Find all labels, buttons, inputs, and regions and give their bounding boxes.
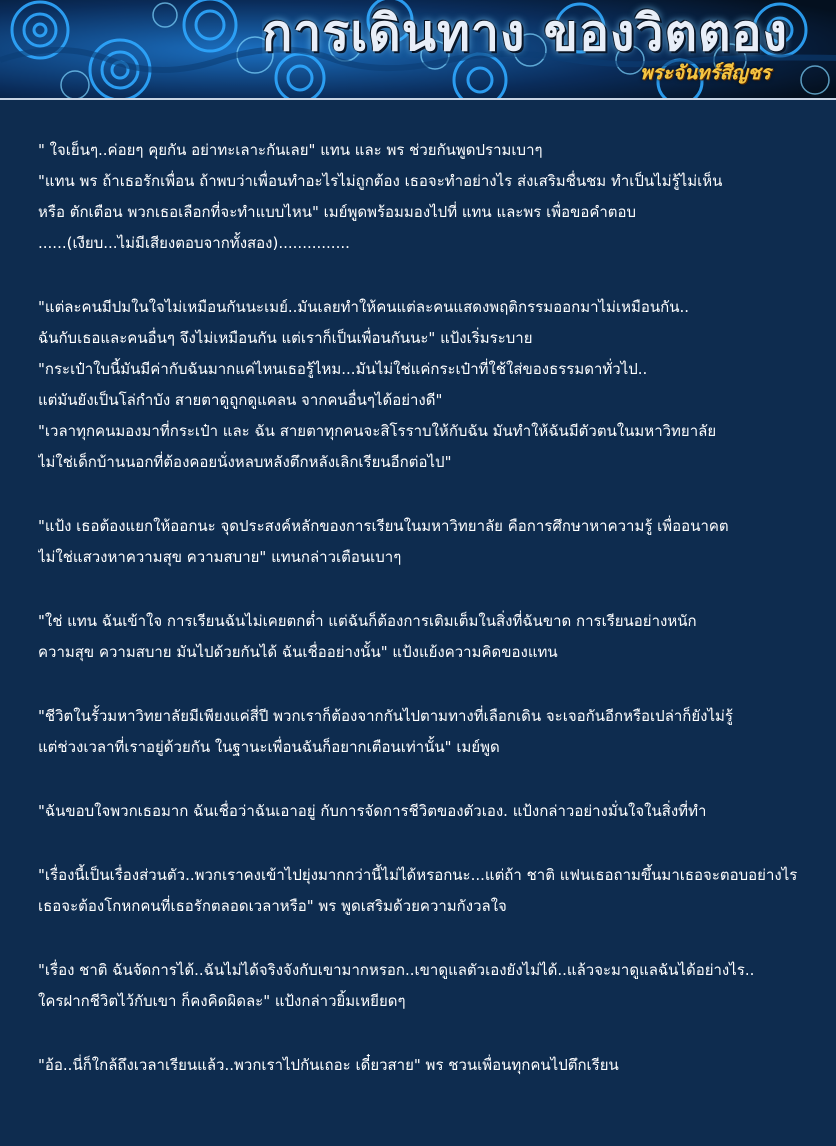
story-paragraph [38,796,828,827]
story-line: "เรื่อง ชาติ ฉันจัดการได้..ฉันไม่ได้จริงจังกับเขามากหรอก..เขาดูแลตัวเองยังไม่ได้..แล้วจะมาดูแลฉันได้อย่างไร.. [38,961,755,979]
story-line: "ชีวิตในรั้วมหาวิทยาลัยมีเพียงแค่สี่ปี พวกเราก็ต้องจากกันไปตามทางที่เลือกเดิน จะเจอกันอีกหรือเปล่าก็ยังไม่รู้ [38,707,733,725]
story-paragraph [38,955,828,1017]
story-line: " ใจเย็นๆ..ค่อยๆ คุยกัน อย่าทะเลาะกันเลย" แทน และ พร ช่วยกันพูดปรามเบาๆ [38,141,543,159]
story-line: แต่มันยังเป็นโล่กำบัง สายตาดูถูกดูแคลน จากคนอื่นๆได้อย่างดี" [38,391,443,409]
story-line: หรือ ตักเตือน พวกเธอเลือกที่จะทำแบบไหน" เมย์พูดพร้อมมองไปที่ แทน และพร เพื่อขอคำตอบ [38,203,637,221]
story-paragraph [38,511,828,573]
story-line: ความสุข ความสบาย มันไปด้วยกันได้ ฉันเชื่ออย่างนั้น" แป้งแย้งความคิดของแทน [38,643,558,661]
story-line: ฉันกับเธอและคนอื่นๆ จึงไม่เหมือนกัน แต่เราก็เป็นเพื่อนกันนะ" แป้งเริ่มระบาย [38,329,533,347]
header-banner [0,0,836,100]
banner-title: การเดินทาง ของวิตตอง [262,4,788,62]
story-line: ......(เงียบ...ไม่มีเสียงตอบจากทั้งสอง)............... [38,234,350,252]
story-body [38,135,828,1114]
story-line: แต่ช่วงเวลาที่เราอยู่ด้วยกัน ในฐานะเพื่อนฉันก็อยากเตือนเท่านั้น" เมย์พูด [38,738,500,756]
banner-author: พระจันทร์สีญชร [640,62,771,84]
story-line: "แทน พร ถ้าเธอรักเพื่อน ถ้าพบว่าเพื่อนทำอะไรไม่ถูกต้อง เธอจะทำอย่างไร ส่งเสริมชื่นชม ทำเป็นไม่รู้ไม่เห็น [38,172,723,190]
story-line: "อ้อ..นี่ก็ใกล้ถึงเวลาเรียนแล้ว..พวกเราไปกันเถอะ เดี๋ยวสาย" พร ชวนเพื่อนทุกคนไปตึกเรียน [38,1056,619,1074]
story-line: ใครฝากชีวิตไว้กับเขา ก็คงคิดผิดละ" แป้งกล่าวยิ้มเหยียดๆ [38,992,406,1010]
story-line: ไม่ใช่แสวงหาความสุข ความสบาย" แทนกล่าวเตือนเบาๆ [38,548,402,566]
story-paragraph [38,606,828,668]
story-line: "กระเป๋าใบนี้มันมีค่ากับฉันมากแค่ไหนเธอรู้ไหม...มันไม่ใช่แค่กระเป๋าที่ใช้ใส่ของธรรมดาทั่วไป.. [38,360,648,378]
story-line: "แป้ง เธอต้องแยกให้ออกนะ จุดประสงค์หลักของการเรียนในมหาวิทยาลัย คือการศึกษาหาความรู้ เพื่ออนาคต [38,517,729,535]
story-paragraph [38,701,828,763]
story-line: "เวลาทุกคนมองมาที่กระเป๋า และ ฉัน สายตาทุกคนจะสิโรราบให้กับฉัน มันทำให้ฉันมีตัวตนในมหาวิทยาลัย [38,422,717,440]
story-paragraph [38,860,828,922]
story-line: "แต่ละคนมีปมในใจไม่เหมือนกันนะเมย์..มันเลยทำให้คนแต่ละคนแสดงพฤติกรรมออกมาไม่เหมือนกัน.. [38,298,689,316]
story-paragraph [38,292,828,478]
story-paragraph [38,1050,828,1081]
story-paragraph [38,135,828,259]
story-line: "ใช่ แทน ฉันเข้าใจ การเรียนฉันไม่เคยตกต่ำ แต่ฉันก็ต้องการเติมเต็มในสิ่งที่ฉันขาด การเรียนอย่างหนัก [38,612,697,630]
story-line: ไม่ใช่เด็กบ้านนอกที่ต้องคอยนั่งหลบหลังตึกหลังเลิกเรียนอีกต่อไป" [38,453,452,471]
story-line: "เรื่องนี้เป็นเรื่องส่วนตัว..พวกเราคงเข้าไปยุ่งมากกว่านี้ไม่ได้หรอกนะ...แต่ถ้า ชาติ แฟนเธอถามขึ้นมาเธอจะตอบอย่างไร [38,866,798,884]
banner-divider [0,98,836,100]
story-line: "ฉันขอบใจพวกเธอมาก ฉันเชื่อว่าฉันเอาอยู่ กับการจัดการชีวิตของตัวเอง. แป้งกล่าวอย่างมั่นใจในสิ่งที่ทำ [38,802,707,820]
story-line: เธอจะต้องโกหกคนที่เธอรักตลอดเวลาหรือ" พร พูดเสริมด้วยความกังวลใจ [38,897,507,915]
